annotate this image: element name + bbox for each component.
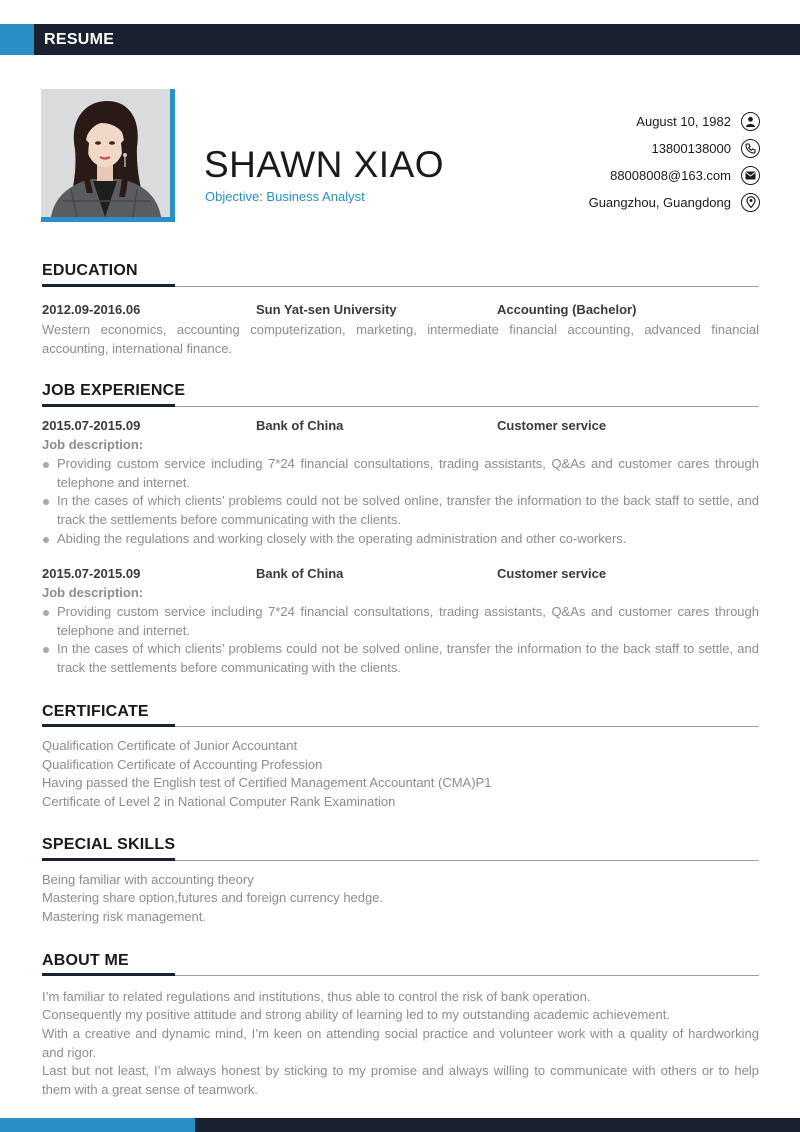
skill-item: Being familiar with accounting theory — [42, 872, 254, 887]
section-title-experience: JOB EXPERIENCE — [42, 382, 186, 399]
bottom-bar — [0, 1118, 800, 1132]
education-description: Western economics, accounting computerization, marketing, intermediate financial accounting, advanced financial accounting, international finance. — [42, 322, 759, 356]
job-bullet-text: Abiding the regulations and working closely with the operating administration and other co-workers. — [57, 531, 627, 546]
job-date: 2015.07-2015.09 — [42, 566, 141, 581]
job-role: Customer service — [497, 566, 607, 581]
skill-item: Mastering share option,futures and foreign currency hedge. — [42, 890, 384, 905]
banner-accent — [0, 24, 34, 55]
about-paragraph: Consequently my positive attitude and strong ability of learning led to my outstanding academic achievement. — [42, 1007, 670, 1022]
person-icon — [741, 112, 760, 131]
job-company: Bank of China — [256, 566, 344, 581]
person-name: SHAWN XIAO — [204, 144, 445, 185]
bottom-bar-accent — [0, 1118, 195, 1132]
job-bullet-text: Providing custom service including 7*24 financial consultations, trading assistants, Q&As and customer cares through telephone and internet. — [57, 456, 759, 490]
section-rule — [42, 286, 759, 287]
section-rule — [42, 860, 759, 861]
job-role: Customer service — [497, 418, 607, 433]
contact-email — [460, 164, 760, 186]
certificate-item: Qualification Certificate of Junior Accountant — [42, 738, 298, 753]
contact-birthdate — [460, 110, 760, 132]
section-title-skills: SPECIAL SKILLS — [42, 836, 176, 853]
mail-icon — [741, 166, 760, 185]
job-row — [42, 418, 759, 436]
job-bullet — [42, 603, 759, 640]
about-paragraph: Last but not least, I’m always honest by sticking to my promise and always willing to communicate with others or to help them with a great sense of teamwork. — [42, 1063, 759, 1097]
job-row — [42, 566, 759, 584]
certificate-item: Certificate of Level 2 in National Computer Rank Examination — [42, 794, 396, 809]
section-title-certificate: CERTIFICATE — [42, 703, 149, 720]
section-rule — [42, 726, 759, 727]
objective-text: Objective: Business Analyst — [205, 189, 365, 204]
about-paragraph: With a creative and dynamic mind, I’m keen on attending social practice and volunteer work with a quality of hardworking and rigor. — [42, 1026, 759, 1060]
location-pin-icon — [741, 193, 760, 212]
job-company: Bank of China — [256, 418, 344, 433]
education-date: 2012.09-2016.06 — [42, 302, 141, 317]
about-paragraph: I’m familiar to related regulations and institutions, thus able to control the risk of bank operation. — [42, 989, 591, 1004]
job-bullet-text: Providing custom service including 7*24 financial consultations, trading assistants, Q&As and customer cares through telephone and internet. — [57, 604, 759, 638]
contact-location — [460, 191, 760, 213]
section-title-education: EDUCATION — [42, 262, 138, 279]
section-title-about: ABOUT ME — [42, 952, 129, 969]
skill-item: Mastering risk management. — [42, 909, 207, 924]
profile-photo — [41, 89, 170, 217]
job-bullet — [42, 640, 759, 677]
education-school: Sun Yat-sen University — [256, 302, 397, 317]
job-bullet — [42, 492, 759, 529]
phone-icon — [741, 139, 760, 158]
job-description-label: Job description: — [42, 437, 144, 452]
certificate-item: Qualification Certificate of Accounting Profession — [42, 757, 323, 772]
birthdate-text: August 10, 1982 — [636, 113, 731, 129]
top-banner — [0, 24, 800, 55]
job-bullet — [42, 455, 759, 492]
section-rule — [42, 406, 759, 407]
job-bullet-text: In the cases of which clients’ problems could not be solved online, transfer the information to the back staff to settle, and track the settlements before communicating with the clients. — [57, 493, 759, 527]
photo-frame — [41, 89, 175, 222]
job-bullet-text: In the cases of which clients’ problems could not be solved online, transfer the information to the back staff to settle, and track the settlements before communicating with the clients. — [57, 641, 759, 675]
email-text: 88008008@163.com — [610, 167, 731, 183]
section-rule — [42, 975, 759, 976]
location-text: Guangzhou, Guangdong — [588, 194, 731, 210]
job-date: 2015.07-2015.09 — [42, 418, 141, 433]
certificate-item: Having passed the English test of Certified Management Accountant (CMA)P1 — [42, 775, 492, 790]
banner-label: RESUME — [44, 31, 115, 48]
phone-text: 13800138000 — [651, 140, 731, 156]
job-description-label: Job description: — [42, 585, 144, 600]
job-bullet — [42, 530, 759, 549]
contact-phone — [460, 137, 760, 159]
education-major: Accounting (Bachelor) — [497, 302, 637, 317]
education-row — [42, 302, 759, 320]
portrait-illustration — [41, 89, 170, 217]
